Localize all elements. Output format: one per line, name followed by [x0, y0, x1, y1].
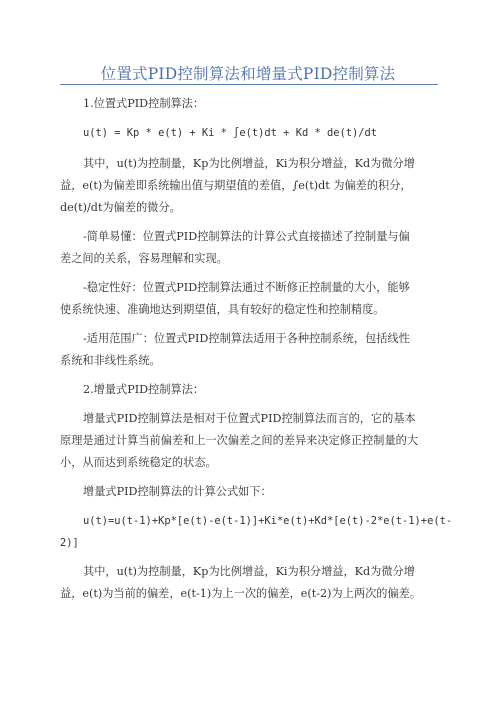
- paragraph-line: 其中，u(t)为控制量，Kp为比例增益，Ki为积分增益，Kd为微分增: [83, 157, 415, 170]
- paragraph-line: -简单易懂：位置式PID控制算法的计算公式直接描述了控制量与偏: [83, 230, 410, 243]
- paragraph-line: 增量式PID控制算法是相对于位置式PID控制算法而言的，它的基本: [83, 412, 416, 425]
- paragraph-line: de(t)/dt为偏差的微分。: [60, 201, 181, 214]
- paragraph-line: 系统和非线性系统。: [60, 354, 161, 367]
- formula-positional: u(t) = Kp * e(t) + Ki * ∫e(t)dt + Kd * de(t)/dt: [83, 127, 378, 139]
- paragraph-line: 其中，u(t)为控制量，Kp为比例增益，Ki为积分增益，Kd为微分增: [83, 565, 415, 578]
- paragraph-line: 小，从而达到系统稳定的状态。: [60, 456, 217, 469]
- document-title: 位置式PID控制算法和增量式PID控制算法: [100, 65, 396, 83]
- section-heading-positional: 1.位置式PID控制算法：: [83, 97, 205, 110]
- paragraph-line: 原理是通过计算当前偏差和上一次偏差之间的差异来决定修正控制量的大: [60, 434, 419, 447]
- paragraph-line: 增量式PID控制算法的计算公式如下：: [83, 485, 272, 498]
- section-heading-incremental: 2.增量式PID控制算法：: [83, 383, 205, 396]
- formula-incremental-continued: 2)]: [60, 537, 79, 549]
- paragraph-line: 益，e(t)为当前的偏差，e(t-1)为上一次的偏差，e(t-2)为上两次的偏差。: [60, 587, 422, 600]
- formula-incremental: u(t)=u(t-1)+Kp*[e(t)-e(t-1)]+Ki*e(t)+Kd*[e(t)-2*e(t-1)+e(t-: [83, 515, 453, 527]
- paragraph-line: -适用范围广：位置式PID控制算法适用于各种控制系统，包括线性: [83, 332, 410, 345]
- paragraph-line: 使系统快速、准确地达到期望值，具有较好的稳定性和控制精度。: [60, 303, 385, 316]
- paragraph-line: -稳定性好：位置式PID控制算法通过不断修正控制量的大小，能够: [83, 281, 410, 294]
- title-underline: [60, 84, 438, 85]
- paragraph-line: 益，e(t)为偏差即系统输出值与期望值的差值，∫e(t)dt 为偏差的积分，: [60, 179, 412, 192]
- paragraph-line: 差之间的关系，容易理解和实现。: [60, 252, 228, 265]
